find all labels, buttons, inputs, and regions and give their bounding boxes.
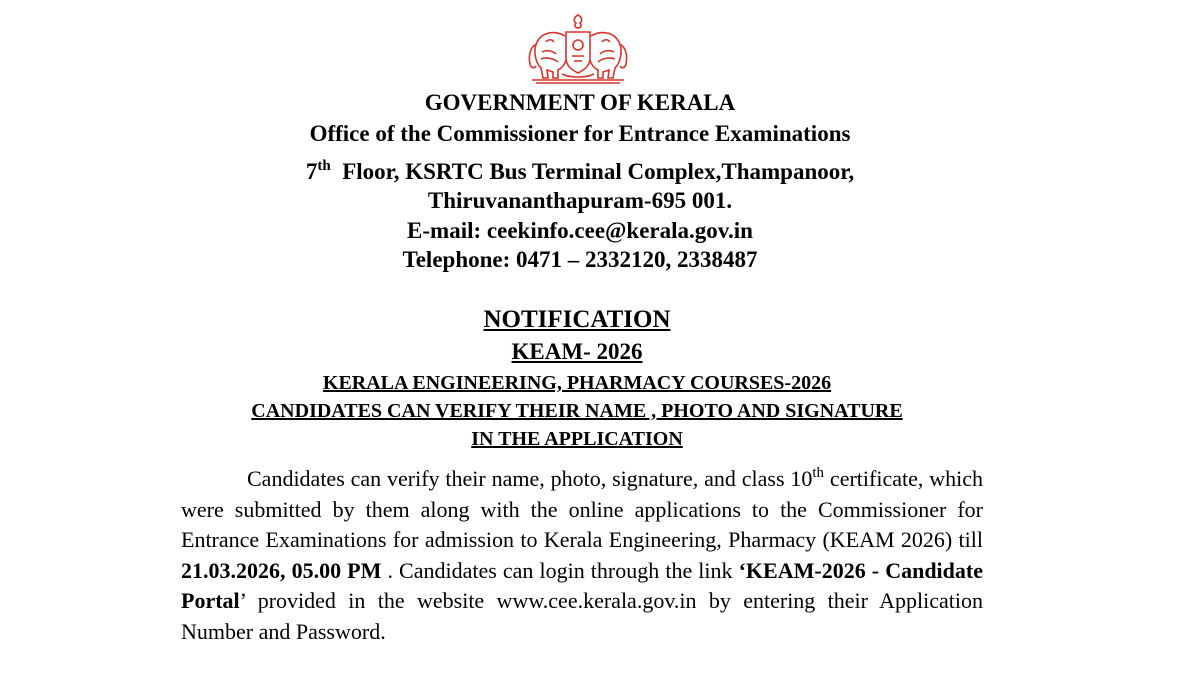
body-text-start: Candidates can verify their name, photo, signature, and class 10 <box>247 466 813 491</box>
subject-line-1: CANDIDATES CAN VERIFY THEIR NAME , PHOTO AND SIGNATURE <box>251 400 903 422</box>
address-line-1-text: Floor, KSRTC Bus Terminal Complex,Thampanoor, <box>342 159 855 184</box>
govt-title: GOVERNMENT OF KERALA <box>424 90 736 115</box>
kerala-state-emblem-icon <box>522 12 634 86</box>
deadline: 21.03.2026, 05.00 PM <box>181 557 382 583</box>
candidate-portal-quote: ’ <box>239 588 246 613</box>
address-line-1 <box>0 159 1160 185</box>
body-text-mid: certificate, which were submitted by them along with the online applications to the Commissioner for Entrance Examinations for admission to Kerala Engineering, Pharmacy (KEAM 2026) till <box>181 466 983 552</box>
office-name: Office of the Commissioner for Entrance Examinations <box>309 121 851 146</box>
body-text-end: provided in the website www.cee.kerala.gov.in by entering their Application Number and Password. <box>181 588 983 644</box>
class-superscript: th <box>812 465 825 481</box>
notification-heading: NOTIFICATION <box>483 306 671 333</box>
candidate-portal-link: ‘KEAM-2026 - Candidate Portal <box>181 557 983 613</box>
body-paragraph <box>181 464 983 647</box>
floor-superscript: th <box>317 158 331 174</box>
contact-telephone: Telephone: 0471 – 2332120, 2338487 <box>402 247 758 272</box>
courses-heading: KERALA ENGINEERING, PHARMACY COURSES-2026 <box>322 372 832 394</box>
address-line-2: Thiruvananthapuram-695 001. <box>427 188 733 213</box>
floor-number: 7 <box>305 159 318 184</box>
body-text-after-deadline: . Candidates can login through the link <box>381 557 739 583</box>
notification-body <box>181 464 983 647</box>
exam-heading: KEAM- 2026 <box>511 339 643 364</box>
subject-line-2: IN THE APPLICATION <box>471 428 683 450</box>
contact-email: E-mail: ceekinfo.cee@kerala.gov.in <box>407 218 753 243</box>
